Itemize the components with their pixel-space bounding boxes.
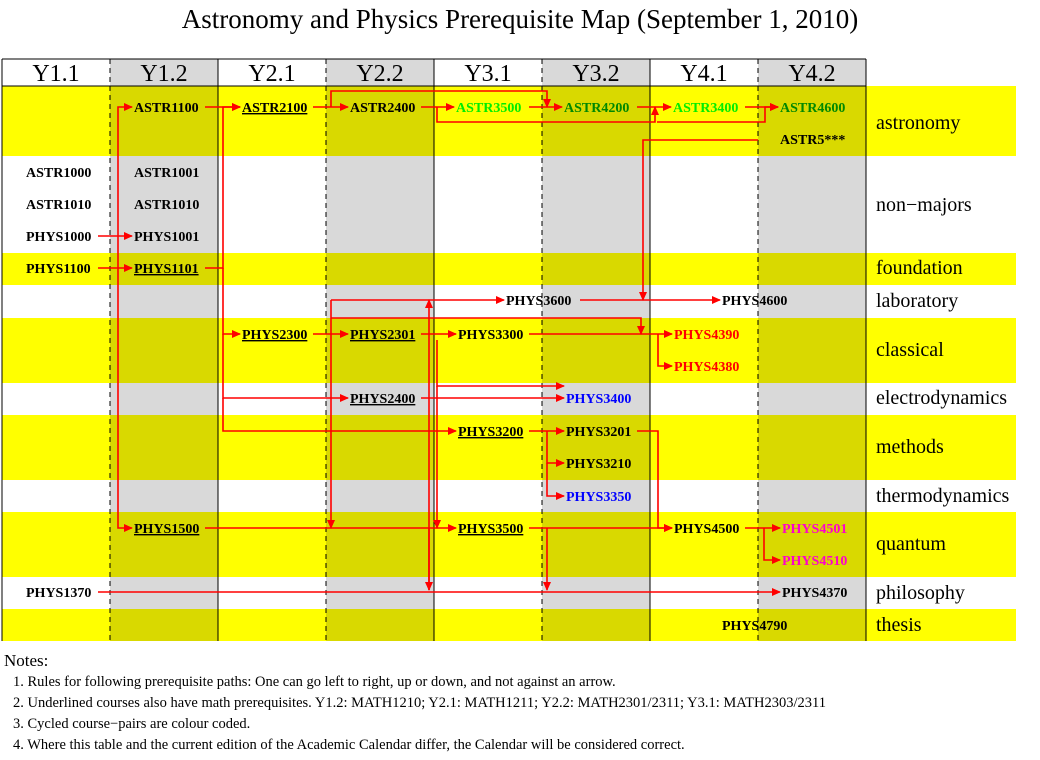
course-phys1001: PHYS1001 bbox=[134, 230, 200, 245]
course-phys1370: PHYS1370 bbox=[26, 586, 92, 601]
category-classical: classical bbox=[876, 339, 944, 361]
course-astr4200: ASTR4200 bbox=[564, 101, 630, 116]
column-shade bbox=[542, 253, 650, 285]
column-shade bbox=[542, 577, 650, 609]
column-shade bbox=[110, 480, 218, 512]
category-laboratory: laboratory bbox=[876, 290, 959, 312]
course-phys3200: PHYS3200 bbox=[458, 425, 524, 440]
course-astr1010: ASTR1010 bbox=[134, 198, 200, 213]
course-astr1100: ASTR1100 bbox=[134, 101, 199, 116]
course-astr3500: ASTR3500 bbox=[456, 101, 522, 116]
column-shade bbox=[326, 86, 434, 156]
course-phys3300: PHYS3300 bbox=[458, 328, 524, 343]
category-foundation: foundation bbox=[876, 257, 963, 279]
note-2: 2. Underlined courses also have math prerequisites. Y1.2: MATH1210; Y2.1: MATH1211; Y2.2: MATH2301/2311; Y3.1: MATH2303/2311 bbox=[13, 695, 826, 711]
course-phys2400: PHYS2400 bbox=[350, 392, 416, 407]
course-phys3210: PHYS3210 bbox=[566, 457, 632, 472]
column-header-y2-2: Y2.2 bbox=[356, 61, 404, 87]
course-phys3400: PHYS3400 bbox=[566, 392, 632, 407]
course-astr3400: ASTR3400 bbox=[673, 101, 739, 116]
category-thesis: thesis bbox=[876, 614, 922, 636]
column-header-y1-1: Y1.1 bbox=[32, 61, 80, 87]
course-astr1001: ASTR1001 bbox=[134, 166, 200, 181]
category-methods: methods bbox=[876, 436, 944, 458]
column-shade bbox=[326, 512, 434, 577]
course-astr1010: ASTR1010 bbox=[26, 198, 92, 213]
map-title: Astronomy and Physics Prerequisite Map (September 1, 2010) bbox=[181, 4, 859, 34]
course-phys1500: PHYS1500 bbox=[134, 522, 200, 537]
column-shade bbox=[110, 609, 218, 641]
column-shade bbox=[758, 318, 866, 383]
course-astr1000: ASTR1000 bbox=[26, 166, 92, 181]
column-shade bbox=[110, 415, 218, 480]
column-shade bbox=[326, 156, 434, 253]
column-header-y4-2: Y4.2 bbox=[788, 61, 836, 87]
column-shade bbox=[758, 480, 866, 512]
column-shade bbox=[326, 480, 434, 512]
column-shade bbox=[110, 383, 218, 415]
column-shade bbox=[542, 156, 650, 253]
course-astr2100: ASTR2100 bbox=[242, 101, 308, 116]
column-shade bbox=[110, 577, 218, 609]
column-header-y3-2: Y3.2 bbox=[572, 61, 620, 87]
category-electrodynamics: electrodynamics bbox=[876, 387, 1008, 409]
column-shade bbox=[110, 86, 218, 156]
course-phys1101: PHYS1101 bbox=[134, 262, 199, 277]
column-shade bbox=[758, 156, 866, 253]
course-astr5: ASTR5*** bbox=[780, 133, 846, 148]
course-phys4500: PHYS4500 bbox=[674, 522, 740, 537]
notes bbox=[4, 651, 1034, 756]
column-shade bbox=[758, 415, 866, 480]
category-astronomy: astronomy bbox=[876, 112, 961, 134]
column-shade bbox=[542, 512, 650, 577]
course-phys4370: PHYS4370 bbox=[782, 586, 848, 601]
course-phys1100: PHYS1100 bbox=[26, 262, 91, 277]
course-phys2301: PHYS2301 bbox=[350, 328, 416, 343]
column-shade bbox=[110, 285, 218, 318]
column-shade bbox=[542, 609, 650, 641]
note-4: 4. Where this table and the current edition of the Academic Calendar differ, the Calendar will be considered correct. bbox=[13, 737, 685, 753]
column-shade bbox=[326, 285, 434, 318]
category-philosophy: philosophy bbox=[876, 582, 965, 604]
column-header-y1-2: Y1.2 bbox=[140, 61, 188, 87]
note-1: 1. Rules for following prerequisite paths: One can go left to right, up or down, and not against an arrow. bbox=[13, 674, 616, 690]
course-phys3600: PHYS3600 bbox=[506, 294, 572, 309]
course-phys1000: PHYS1000 bbox=[26, 230, 92, 245]
column-shade bbox=[326, 253, 434, 285]
course-phys2300: PHYS2300 bbox=[242, 328, 308, 343]
course-phys4600: PHYS4600 bbox=[722, 294, 788, 309]
column-header-y4-1: Y4.1 bbox=[680, 61, 728, 87]
course-phys3201: PHYS3201 bbox=[566, 425, 632, 440]
category-thermodynamics: thermodynamics bbox=[876, 485, 1010, 507]
column-shade bbox=[326, 577, 434, 609]
course-astr2400: ASTR2400 bbox=[350, 101, 416, 116]
note-3: 3. Cycled course−pairs are colour coded. bbox=[13, 716, 251, 732]
column-shade bbox=[326, 415, 434, 480]
column-shade bbox=[110, 318, 218, 383]
course-phys4380: PHYS4380 bbox=[674, 360, 740, 375]
column-shade bbox=[758, 253, 866, 285]
notes-heading: Notes: bbox=[4, 651, 49, 670]
course-phys3350: PHYS3350 bbox=[566, 490, 632, 505]
course-phys4510: PHYS4510 bbox=[782, 554, 848, 569]
column-shade bbox=[542, 318, 650, 383]
category-non-majors: non−majors bbox=[876, 194, 972, 216]
category-quantum: quantum bbox=[876, 533, 946, 555]
course-phys4390: PHYS4390 bbox=[674, 328, 740, 343]
course-phys4790: PHYS4790 bbox=[722, 619, 788, 634]
column-header-y3-1: Y3.1 bbox=[464, 61, 512, 87]
column-shade bbox=[326, 609, 434, 641]
course-phys3500: PHYS3500 bbox=[458, 522, 524, 537]
course-phys4501: PHYS4501 bbox=[782, 522, 848, 537]
course-astr4600: ASTR4600 bbox=[780, 101, 846, 116]
column-shade bbox=[542, 86, 650, 156]
column-shade bbox=[758, 383, 866, 415]
column-header-y2-1: Y2.1 bbox=[248, 61, 296, 87]
